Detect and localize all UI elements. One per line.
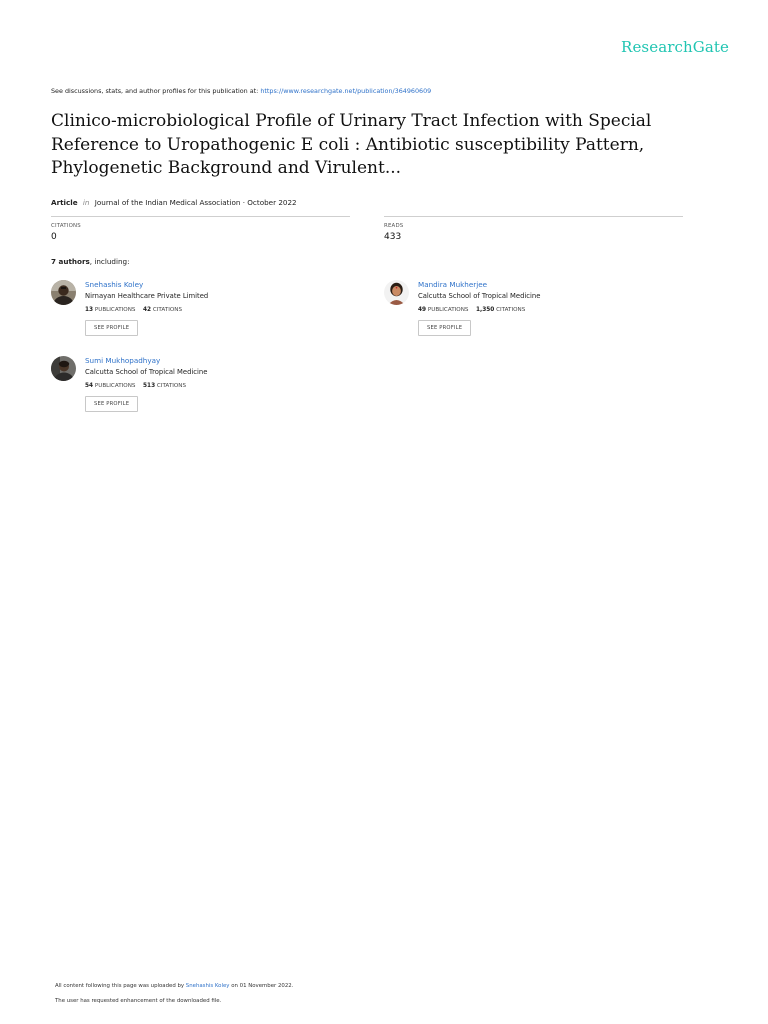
author-avatar[interactable] bbox=[51, 356, 76, 381]
reads-label: READS bbox=[384, 223, 404, 229]
see-profile-button[interactable]: SEE PROFILE bbox=[85, 396, 138, 412]
author-affiliation: Calcutta School of Tropical Medicine bbox=[418, 292, 541, 300]
citations-label: CITATIONS bbox=[51, 223, 81, 229]
reads-stat bbox=[384, 216, 683, 242]
upload-notice bbox=[55, 983, 293, 989]
author-stats bbox=[85, 306, 345, 314]
uploader-name-link[interactable]: Snehashis Koley bbox=[185, 983, 230, 989]
publication-notice bbox=[51, 87, 431, 95]
publication-type: Article bbox=[51, 198, 78, 207]
upload-prefix: All content following this page was uploaded by bbox=[55, 983, 186, 989]
author-avatar[interactable] bbox=[51, 280, 76, 305]
author-citations-count: 42 bbox=[143, 307, 152, 313]
author-citations-label: CITATIONS bbox=[152, 307, 182, 313]
see-profile-button[interactable]: SEE PROFILE bbox=[418, 320, 471, 336]
author-publications-count: 13 bbox=[85, 307, 94, 313]
publication-venue: Journal of the Indian Medical Association · October 2022 bbox=[94, 198, 297, 207]
publication-in-label: in bbox=[82, 198, 90, 207]
author-card bbox=[384, 280, 684, 344]
author-citations-label: CITATIONS bbox=[496, 307, 526, 313]
author-info bbox=[85, 356, 345, 412]
author-avatar[interactable] bbox=[384, 280, 409, 305]
author-publications-count: 49 bbox=[418, 307, 427, 313]
author-name-link[interactable]: Mandira Mukherjee bbox=[418, 280, 488, 289]
authors-count: 7 authors bbox=[51, 257, 90, 266]
author-info bbox=[85, 280, 345, 336]
author-affiliation: Calcutta School of Tropical Medicine bbox=[85, 368, 208, 376]
author-citations-label: CITATIONS bbox=[156, 383, 187, 389]
researchgate-logo[interactable]: ResearchGate bbox=[621, 38, 729, 56]
publication-meta bbox=[51, 198, 297, 207]
authors-count-suffix: , including: bbox=[89, 257, 130, 266]
author-citations-count: 1,350 bbox=[476, 307, 495, 313]
enhancement-request-notice: The user has requested enhancement of the downloaded file. bbox=[55, 998, 222, 1004]
author-card bbox=[51, 280, 351, 344]
upload-suffix: on 01 November 2022. bbox=[229, 983, 294, 989]
author-affiliation: Nirnayan Healthcare Private Limited bbox=[85, 292, 209, 300]
author-stats bbox=[418, 306, 678, 314]
see-profile-button[interactable]: SEE PROFILE bbox=[85, 320, 138, 336]
citations-stat bbox=[51, 216, 350, 242]
author-publications-label: PUBLICATIONS bbox=[427, 307, 469, 313]
author-info bbox=[418, 280, 678, 336]
author-citations-count: 513 bbox=[143, 383, 156, 389]
author-name-link[interactable]: Sumi Mukhopadhyay bbox=[85, 356, 161, 365]
publication-url-link[interactable]: https://www.researchgate.net/publication/364960609 bbox=[260, 87, 432, 95]
author-stats bbox=[85, 382, 345, 390]
author-publications-label: PUBLICATIONS bbox=[94, 307, 136, 313]
citations-value: 0 bbox=[51, 232, 57, 242]
notice-text: See discussions, stats, and author profiles for this publication at: bbox=[51, 87, 261, 95]
author-publications-count: 54 bbox=[85, 383, 94, 389]
publication-title: Clinico-microbiological Profile of Urinary Tract Infection with Special Reference to Uropathogenic E coli : Antibiotic susceptibility Pattern, Phylogenetic Background and Virulent... bbox=[51, 111, 652, 178]
reads-value: 433 bbox=[384, 232, 402, 242]
authors-summary bbox=[51, 257, 130, 266]
author-name-link[interactable]: Snehashis Koley bbox=[85, 280, 144, 289]
author-card bbox=[51, 356, 351, 420]
author-publications-label: PUBLICATIONS bbox=[94, 383, 136, 389]
